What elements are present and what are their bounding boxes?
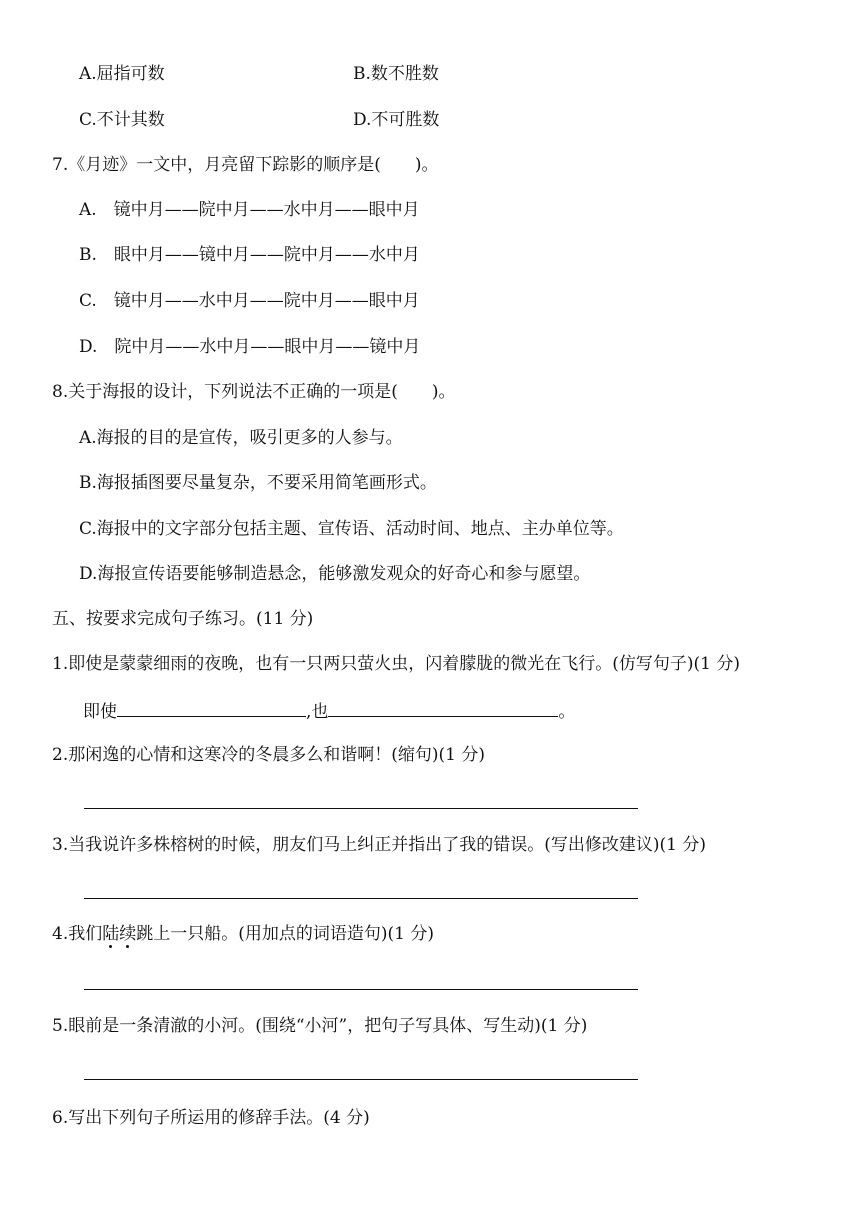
- s5-q1-blank-1[interactable]: [117, 700, 306, 717]
- s5-q4-stem-before: 4.我们: [52, 924, 103, 944]
- q6-option-a: A.屈指可数: [79, 64, 165, 84]
- s5-q1-fill-middle: ,也: [306, 702, 329, 722]
- q7-option-c: C. 镜中月——水中月——院中月——眼中月: [79, 291, 420, 311]
- s5-q1-fill-prefix: 即使: [83, 702, 117, 722]
- s5-q4-stem-after: 跳上一只船。(用加点的词语造句)(1 分): [136, 924, 434, 944]
- q8-stem: 8.关于海报的设计，下列说法不正确的一项是( )。: [52, 382, 456, 402]
- s5-q5-stem: 5.眼前是一条清澈的小河。(围绕“小河”，把句子写具体、写生动)(1 分): [52, 1016, 588, 1036]
- section5-heading: 五、按要求完成句子练习。(11 分): [52, 609, 314, 629]
- s5-q6-stem: 6.写出下列句子所运用的修辞手法。(4 分): [52, 1108, 370, 1128]
- q7-option-b: B. 眼中月——镜中月——院中月——水中月: [79, 245, 420, 265]
- q7-stem: 7.《月迹》一文中，月亮留下踪影的顺序是( )。: [52, 155, 439, 175]
- s5-q1-fill-line: [83, 700, 575, 723]
- q7-option-a: A. 镜中月——院中月——水中月——眼中月: [79, 200, 420, 220]
- s5-q1-stem: 1.即使是蒙蒙细雨的夜晚，也有一只两只萤火虫，闪着朦胧的微光在飞行。(仿写句子)(1 分): [52, 654, 740, 674]
- s5-q1-fill-end: 。: [558, 702, 576, 722]
- s5-q5-answer-line[interactable]: [84, 1079, 638, 1080]
- q7-option-d: D. 院中月——水中月——眼中月——镜中月: [79, 337, 421, 357]
- s5-q4-answer-line[interactable]: [84, 989, 638, 990]
- s5-q2-stem: 2.那闲逸的心情和这寒冷的冬晨多么和谐啊！(缩句)(1 分): [52, 745, 485, 765]
- s5-q4-dotted-text: 陆续: [102, 924, 137, 944]
- s5-q2-answer-line[interactable]: [84, 808, 638, 809]
- q8-option-d: D.海报宣传语要能够制造悬念，能够激发观众的好奇心和参与愿望。: [79, 564, 591, 584]
- q8-option-b: B.海报插图要尽量复杂，不要采用简笔画形式。: [79, 473, 437, 493]
- emphasis-dots-icon: [102, 945, 136, 951]
- q6-option-d: D.不可胜数: [353, 110, 440, 130]
- s5-q1-blank-2[interactable]: [328, 700, 558, 717]
- q6-option-b: B.数不胜数: [353, 64, 439, 84]
- s5-q3-stem: 3.当我说许多株榕树的时候，朋友们马上纠正并指出了我的错误。(写出修改建议)(1 分): [52, 835, 706, 855]
- q6-option-c: C.不计其数: [79, 110, 165, 130]
- s5-q4-stem: [52, 923, 434, 945]
- q8-option-c: C.海报中的文字部分包括主题、宣传语、活动时间、地点、主办单位等。: [79, 519, 624, 539]
- q8-option-a: A.海报的目的是宣传，吸引更多的人参与。: [79, 428, 403, 448]
- s5-q3-answer-line[interactable]: [84, 898, 638, 899]
- s5-q4-dotted-word: [102, 923, 136, 945]
